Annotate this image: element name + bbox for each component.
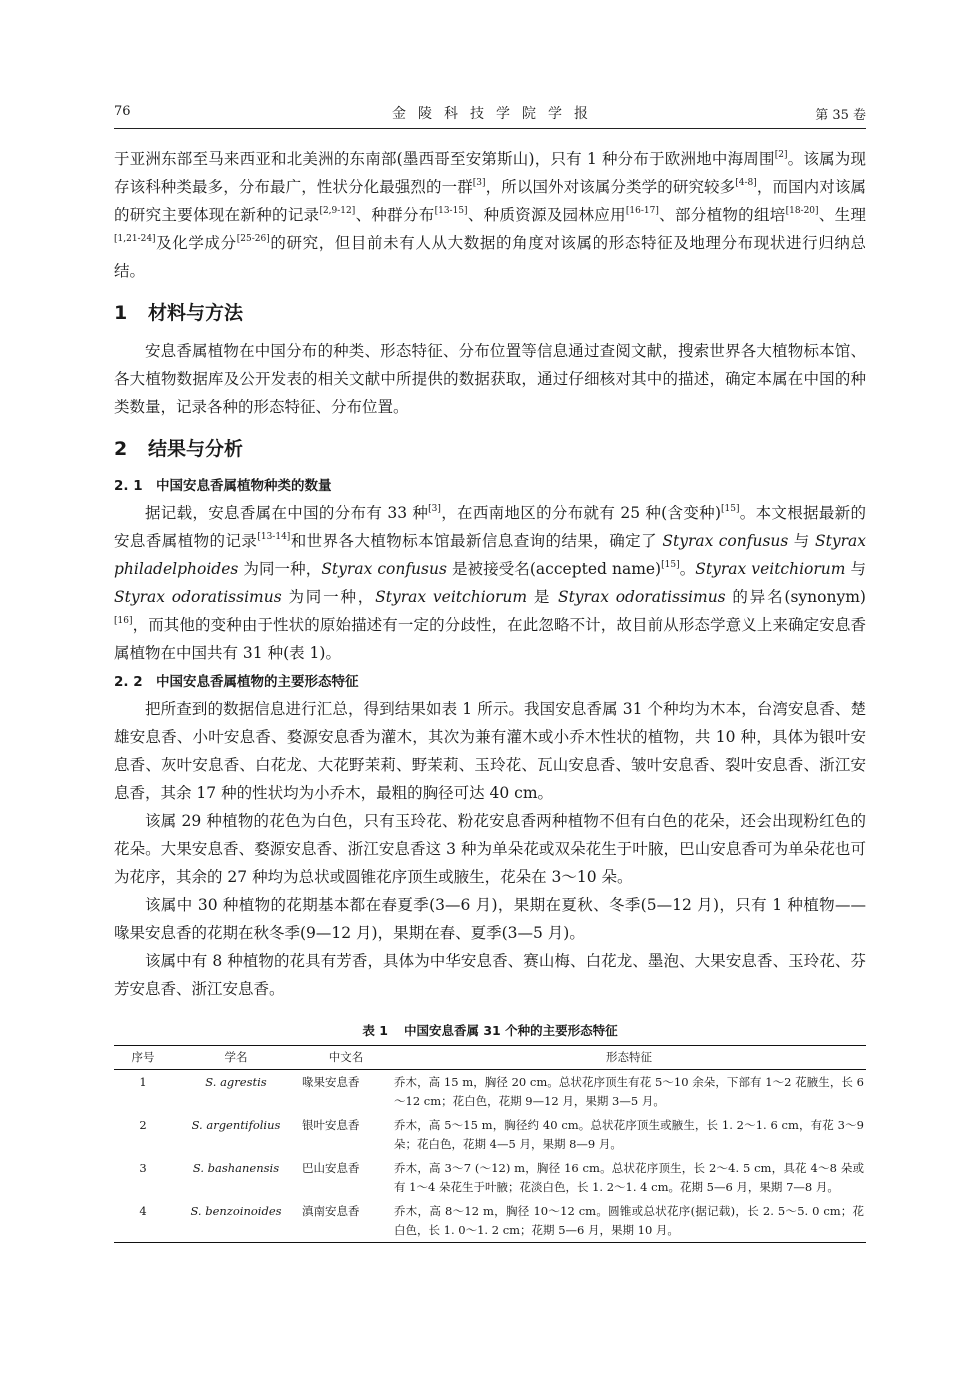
section-title: 结果与分析 — [148, 438, 244, 460]
text-run: 及化学成分 — [155, 234, 237, 252]
column-header-chinese-name: 中文名 — [328, 1050, 364, 1064]
citation-ref: [4-8] — [735, 178, 757, 188]
morphology-description: 乔木，高 8～12 m，胸径 10～12 cm。圆锥或总状花序(据记载)，长 2. 5～5. 0 cm；花白色，长 1. 0～1. 2 cm；花期 5—6 月，果期 10 月。 — [394, 1204, 864, 1237]
volume-label: 第 35 卷 — [815, 108, 866, 123]
species-name: Styrax philadelphoides — [114, 532, 867, 578]
morphology-table — [114, 1045, 866, 1243]
citation-ref: [2,9-12] — [319, 206, 356, 216]
scientific-name: S. bashanensis — [192, 1161, 280, 1175]
text-run: 安息香属植物在中国分布的种类、形态特征、分布位置等信息通过查阅文献，搜索世界各大植物标本馆、各大植物数据库及公开发表的相关文献中所提供的数据获取，通过仔细核对其中的描述，确定本属在中国的种类数量，记录各种的形态特征、分布位置。 — [114, 342, 866, 416]
table-body — [114, 1070, 866, 1243]
text-run: 是被接受名(accepted name) — [446, 560, 662, 578]
row-index: 3 — [139, 1161, 147, 1175]
section-heading — [114, 299, 866, 327]
row-index: 1 — [139, 1075, 147, 1089]
body-paragraph — [114, 695, 866, 807]
chinese-name: 喙果安息香 — [302, 1075, 360, 1089]
text-run: 是 — [527, 588, 558, 606]
citation-ref: [2] — [774, 150, 788, 160]
table-row — [114, 1156, 866, 1199]
table-row — [114, 1113, 866, 1156]
subsection-title: 中国安息香属植物种类的数量 — [156, 478, 332, 494]
subsection-number: 2. 2 — [114, 674, 143, 690]
section-title: 材料与方法 — [148, 302, 244, 324]
text-run: 于亚洲东部至马来西亚和北美洲的东南部(墨西哥至安第斯山)，只有 1 种分布于欧洲地中海周围 — [114, 150, 775, 168]
citation-ref: [16-17] — [625, 206, 659, 216]
body-paragraph — [114, 499, 866, 667]
text-run: 、生理 — [818, 206, 866, 224]
table-row — [114, 1199, 866, 1243]
body-paragraph — [114, 891, 866, 947]
citation-ref: [16] — [114, 616, 133, 626]
table-caption — [114, 1021, 866, 1039]
body-paragraph — [114, 947, 866, 1003]
chinese-name: 巴山安息香 — [302, 1161, 360, 1175]
citation-ref: [13-14] — [257, 532, 291, 542]
text-run: 据记载，安息香属在中国的分布有 33 种 — [145, 504, 429, 522]
text-run: 、种群分布 — [355, 206, 435, 224]
citation-ref: [15] — [721, 504, 740, 514]
scientific-name: S. argentifolius — [191, 1118, 281, 1132]
text-run: 。该属为现存该科种类最多，分布最广，性状分化最强烈的一群 — [114, 150, 866, 196]
text-run: 该属中 30 种植物的花期基本都在春夏季(3—6 月)，果期在夏秋、冬季(5—12 月)，只有 1 种植物——喙果安息香的花期在秋冬季(9—12 月)，果期在春、夏季(3—5 月)。 — [114, 896, 866, 942]
text-run: 与 — [845, 560, 866, 578]
chinese-name: 银叶安息香 — [302, 1118, 360, 1132]
section-number: 1 — [114, 302, 128, 324]
citation-ref: [1,21-24] — [114, 234, 156, 244]
section-number: 2 — [114, 438, 128, 460]
text-run: 为同一种， — [281, 588, 376, 606]
body-paragraph — [114, 145, 866, 285]
species-name: Styrax veitchiorum — [695, 560, 846, 578]
text-run: 该属 29 种植物的花色为白色，只有玉玲花、粉花安息香两种植物不但有白色的花朵，还会出现粉红色的花朵。大果安息香、婺源安息香、浙江安息香这 3 种为单朵花或双朵花生于叶腋，巴山安息香可为单朵花也可为花序，其余的 27 种均为总状或圆锥花序顶生或腋生，花朵在 3～10 朵。 — [114, 812, 866, 886]
text-run: 的异名(synonym) — [725, 588, 866, 606]
table-label: 表 1 — [362, 1023, 388, 1038]
species-name: Styrax odoratissimus — [557, 588, 726, 606]
column-header-morphology: 形态特征 — [606, 1050, 652, 1064]
species-name: Styrax veitchiorum — [375, 588, 528, 606]
text-run: ，而其他的变种由于性状的原始描述有一定的分歧性，在此忽略不计，故目前从形态学意义上来确定安息香属植物在中国共有 31 种(表 1)。 — [114, 616, 866, 662]
scientific-name: S. benzoinoides — [190, 1204, 282, 1218]
journal-title: 金陵科技学院学报 — [392, 106, 600, 122]
citation-ref: [15] — [661, 560, 680, 570]
subsection-title: 中国安息香属植物的主要形态特征 — [156, 674, 359, 690]
column-header-scientific-name: 学名 — [224, 1050, 248, 1064]
text-run: ，所以国外对该属分类学的研究较多 — [485, 178, 736, 196]
morphology-description: 乔木，高 15 m，胸径 20 cm。总状花序顶生有花 5～10 余朵，下部有 1～2 花腋生，长 6～12 cm；花白色，花期 9—12 月，果期 3—5 月。 — [394, 1075, 864, 1108]
scientific-name: S. agrestis — [205, 1075, 267, 1089]
citation-ref: [3] — [472, 178, 486, 188]
citation-ref: [3] — [428, 504, 441, 514]
citation-ref: [25-26] — [236, 234, 270, 244]
row-index: 2 — [139, 1118, 147, 1132]
morphology-description: 乔木，高 5～15 m，胸径约 40 cm。总状花序顶生或腋生，长 1. 2～1. 6 cm，有花 3～9 朵；花白色，花期 4—5 月，果期 8—9 月。 — [394, 1118, 864, 1151]
article-body — [114, 145, 866, 1003]
text-run: 。本文根据最新的安息香属植物的记录 — [114, 504, 866, 550]
subsection-heading — [114, 669, 866, 695]
citation-ref: [18-20] — [785, 206, 819, 216]
species-name: Styrax odoratissimus — [114, 588, 282, 606]
row-index: 4 — [139, 1204, 147, 1218]
subsection-heading — [114, 473, 866, 499]
table-header-row — [114, 1046, 866, 1070]
column-header-index: 序号 — [131, 1050, 155, 1064]
text-run: 的研究，但目前未有人从大数据的角度对该属的形态特征及地理分布现状进行归纳总结。 — [114, 234, 866, 280]
page-number: 76 — [114, 104, 131, 119]
text-run: 、种质资源及园林应用 — [467, 206, 626, 224]
citation-ref: [13-15] — [434, 206, 468, 216]
body-paragraph — [114, 337, 866, 421]
chinese-name: 滇南安息香 — [302, 1204, 360, 1218]
morphology-description: 乔木，高 3～7 (～12) m，胸径 16 cm。总状花序顶生，长 2～4. 5 cm，具花 4～8 朵或有 1～4 朵花生于叶腋；花淡白色，长 1. 2～1. 4 cm。花期 5—6 月，果期 7—8 月。 — [394, 1161, 864, 1194]
text-run: 把所查到的数据信息进行汇总，得到结果如表 1 所示。我国安息香属 31 个种均为木本，台湾安息香、楚雄安息香、小叶安息香、婺源安息香为灌木，其次为兼有灌木或小乔木性状的植物，共 10 种，具体为银叶安息香、灰叶安息香、白花龙、大花野茉莉、野茉莉、玉玲花、瓦山安息香、皱叶安息香、裂叶安息香、浙江安息香，其余 17 种的性状均为小乔木，最粗的胸径可达 40 cm。 — [114, 700, 866, 802]
section-heading — [114, 435, 866, 463]
subsection-number: 2. 1 — [114, 478, 143, 494]
species-name: Styrax confusus — [662, 532, 789, 550]
text-run: 为同一种， — [238, 560, 322, 578]
body-paragraph — [114, 807, 866, 891]
text-run: 。 — [679, 560, 696, 578]
text-run: 与 — [788, 532, 816, 550]
table-row — [114, 1070, 866, 1114]
text-run: 、部分植物的组培 — [658, 206, 786, 224]
running-header — [114, 96, 866, 129]
table-title: 中国安息香属 31 个种的主要形态特征 — [403, 1023, 618, 1038]
text-run: ，在西南地区的分布就有 25 种(含变种) — [440, 504, 721, 522]
species-name: Styrax confusus — [321, 560, 447, 578]
text-run: 和世界各大植物标本馆最新信息查询的结果，确定了 — [290, 532, 663, 550]
text-run: 该属中有 8 种植物的花具有芳香，具体为中华安息香、赛山梅、白花龙、墨泡、大果安息香、玉玲花、芬芳安息香、浙江安息香。 — [114, 952, 866, 998]
text-run: ，而国内对该属的研究主要体现在新种的记录 — [114, 178, 866, 224]
journal-page — [114, 96, 866, 1243]
